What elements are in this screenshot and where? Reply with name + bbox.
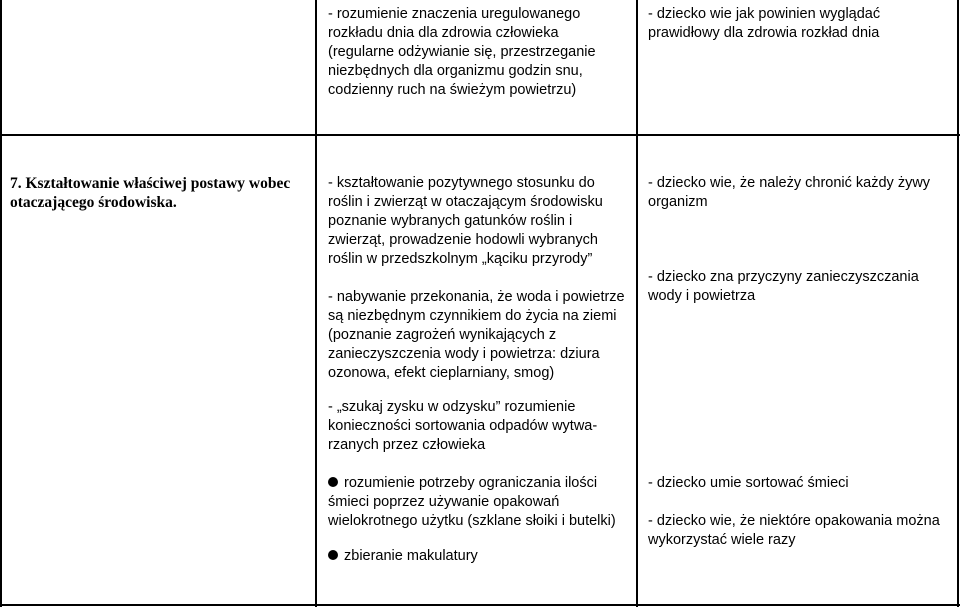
text-line: zwierząt, prowadzenie hodowli wybranych	[328, 232, 598, 248]
text-line: - dziecko wie, że należy chronić każdy żywy	[648, 175, 931, 191]
text-line: poznanie wybranych gatunków roślin i	[328, 213, 573, 229]
top-row-right-cell	[648, 5, 880, 43]
text-line: - kształtowanie pozytywnego stosunku do	[328, 175, 595, 191]
text-line: roślin w przedszkolnym „kąciku przyrody”	[328, 251, 593, 267]
table-border-col2	[636, 0, 638, 607]
table-border-right	[957, 0, 959, 607]
section-7-middle-cell-recycling	[328, 398, 597, 455]
text-line: rzanych przez człowieka	[328, 437, 486, 453]
table-row-divider-top	[0, 134, 960, 136]
text-line: wykorzystać wiele razy	[648, 532, 796, 548]
text-line: są niezbędnym czynnikiem do życia na ziemi	[328, 308, 617, 324]
text-line: (regularne odżywianie się, przestrzeganie	[328, 44, 596, 60]
text-line: roślin i zwierząt w otaczającym środowisku	[328, 194, 603, 210]
text-line: - rozumienie znaczenia uregulowanego	[328, 6, 581, 22]
top-row-middle-cell	[328, 5, 596, 100]
text-line: ozonowa, efekt cieplarniany, smog)	[328, 365, 555, 381]
text-line: zanieczyszczenia wody i powietrza: dziura	[328, 346, 600, 362]
text-line: - dziecko zna przyczyny zanieczyszczania	[648, 269, 919, 285]
bullet-list-item	[328, 547, 478, 566]
text-line: - dziecko wie jak powinien wyglądać	[648, 6, 881, 22]
text-line: organizm	[648, 194, 708, 210]
section-7-title	[10, 174, 290, 212]
text-line: śmieci poprzez używanie opakowań	[328, 494, 560, 510]
text-line: niezbędnych dla organizmu godzin snu,	[328, 63, 583, 79]
text-line: wielokrotnego użytku (szklane słoiki i butelki)	[328, 513, 616, 529]
table-border-left	[0, 0, 2, 607]
table-row-divider-bottom	[0, 604, 960, 606]
bullet-icon	[328, 477, 338, 487]
table-border-col1	[315, 0, 317, 607]
text-line: wody i powietrza	[648, 288, 756, 304]
bullet-icon	[328, 550, 338, 560]
section-7-right-cell	[648, 174, 930, 212]
text-line: prawidłowy dla zdrowia rozkład dnia	[648, 25, 880, 41]
text-line: rozkładu dnia dla zdrowia człowieka	[328, 25, 559, 41]
bottom-right-cell	[648, 474, 940, 550]
text-line: 7. Kształtowanie właściwej postawy wobec	[10, 175, 291, 192]
text-line: zbieranie makulatury	[344, 548, 478, 564]
text-line: otaczającego środowiska.	[10, 194, 177, 211]
text-line: rozumienie potrzeby ograniczania ilości	[344, 475, 598, 491]
text-line: - nabywanie przekonania, że woda i powietrze	[328, 289, 625, 305]
text-line: (poznanie zagrożeń wynikających z	[328, 327, 557, 343]
text-line: konieczności sortowania odpadów wytwa-	[328, 418, 598, 434]
bullet-list-item	[328, 474, 616, 531]
text-line: - „szukaj zysku w odzysku” rozumienie	[328, 399, 576, 415]
text-line: - dziecko wie, że niektóre opakowania można	[648, 513, 940, 529]
text-line: - dziecko umie sortować śmieci	[648, 475, 849, 491]
section-7-middle-cell	[328, 174, 625, 383]
text-line: codzienny ruch na świeżym powietrzu)	[328, 82, 577, 98]
section-7-right-cell-pollution	[648, 268, 919, 306]
